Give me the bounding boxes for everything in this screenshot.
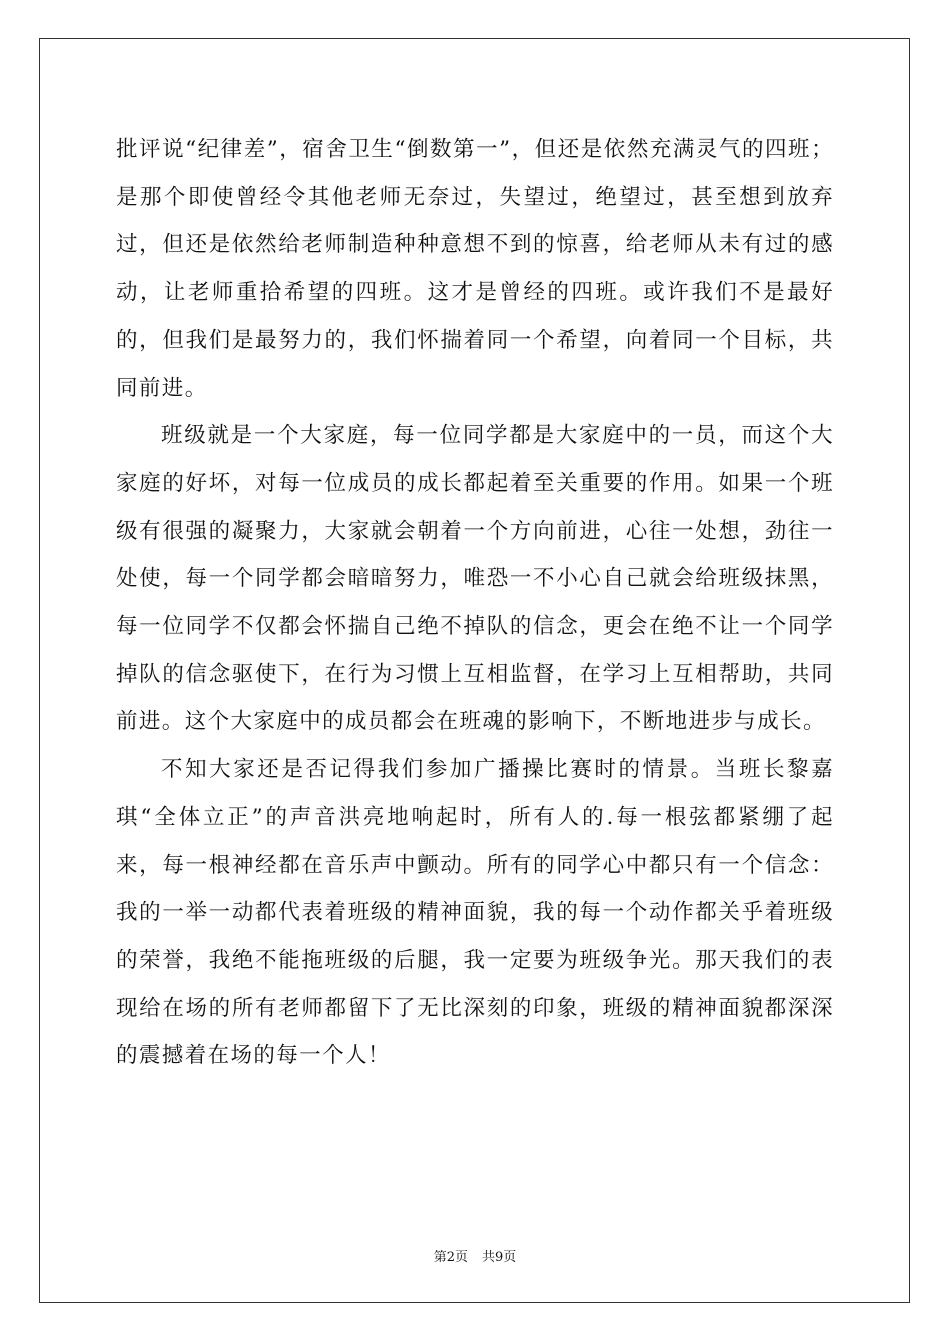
document-body xyxy=(116,126,834,1080)
page-number: 第2页 xyxy=(433,1250,468,1265)
page-total: 共9页 xyxy=(482,1250,517,1265)
paragraph-3: 不知大家还是否记得我们参加广播操比赛时的情景。当班长黎嘉琪“全体立正”的声音洪亮地响起时，所有人的.每一根弦都紧绷了起来，每一根神经都在音乐声中颤动。所有的同学心中都只有一个信念：我的一举一动都代表着班级的精神面貌，我的每一个动作都关乎着班级的荣誉，我绝不能拖班级的后腿，我一定要为班级争光。那天我们的表现给在场的所有老师都留下了无比深刻的印象，班级的精神面貌都深深的震撼着在场的每一个人！ xyxy=(116,757,834,1069)
paragraph-2: 班级就是一个大家庭，每一位同学都是大家庭中的一员，而这个大家庭的好坏，对每一位成员的成长都起着至关重要的作用。如果一个班级有很强的凝聚力，大家就会朝着一个方向前进，心往一处想，劲往一处使，每一个同学都会暗暗努力，唯恐一不小心自己就会给班级抹黑，每一位同学不仅都会怀揣自己绝不掉队的信念，更会在绝不让一个同学掉队的信念驱使下，在行为习惯上互相监督，在学习上互相帮助，共同前进。这个大家庭中的成员都会在班魂的影响下，不断地进步与成长。 xyxy=(116,423,834,735)
paragraph-1: 批评说“纪律差”，宿舍卫生“倒数第一”，但还是依然充满灵气的四班；是那个即使曾经令其他老师无奈过，失望过，绝望过，甚至想到放弃过，但还是依然给老师制造种种意想不到的惊喜，给老师从未有过的感动，让老师重拾希望的四班。这才是曾经的四班。或许我们不是最好的，但我们是最努力的，我们怀揣着同一个希望，向着同一个目标，共同前进。 xyxy=(116,137,834,401)
page-footer xyxy=(0,1246,950,1265)
